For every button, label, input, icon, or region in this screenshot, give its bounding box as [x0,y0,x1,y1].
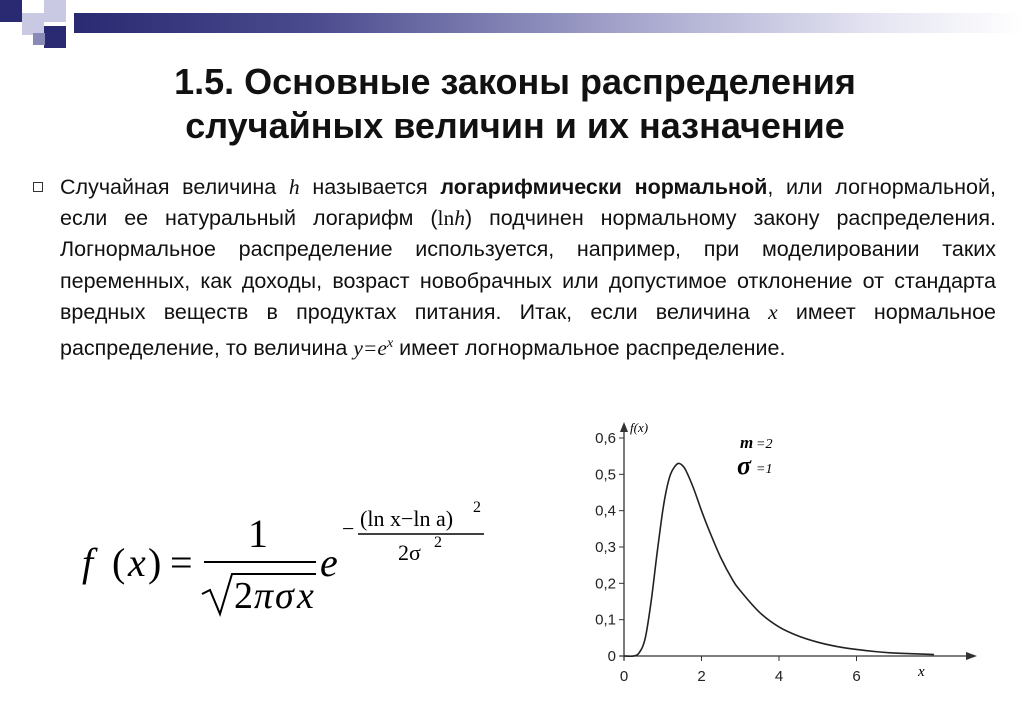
x-axis-label: x [918,664,925,680]
title-line-1: 1.5. Основные законы распределения [174,61,856,102]
exponent-numerator: (ln x−ln a) [360,506,454,531]
y-tick-label: 0,3 [595,539,616,556]
text: Случайная величина [60,175,289,199]
formula-den-x: x [297,575,314,617]
y-tick-label: 0,5 [595,466,616,484]
var-h: h [454,206,466,231]
header-square-2 [22,13,44,35]
title-line-2: случайных величин и их назначение [185,105,845,146]
formula-f: f [82,540,94,585]
param-m-symbol: m [740,433,754,452]
formula-rparen: ) [148,540,162,585]
y-tick-group [595,430,624,665]
y-tick-label: 0,2 [595,575,616,593]
term-bold: логарифмически нормальной [440,175,768,199]
y-tick-label: 0,6 [595,430,616,447]
exponent-minus: − [342,516,355,541]
bullet-square [33,182,43,192]
y-tick-label: 0 [607,648,616,665]
y-exponent: x [386,336,394,352]
formula-den-pi: π [254,575,274,617]
formula-lparen: ( [112,540,126,585]
formula-numerator: 1 [248,511,268,556]
exponent-numerator-power: 2 [473,499,481,516]
x-axis-arrow [966,652,977,660]
param-sigma-symbol: σ [737,451,752,480]
y-axis-label: f(x) [630,420,649,435]
formula-den-2: 2 [234,575,253,617]
x-tick-group [620,656,861,685]
chart-axes [620,422,977,660]
text: имеет логнормальное распределение. [393,336,786,361]
lognormal-density-chart [582,414,982,708]
formula-den-sigma: σ [275,575,294,617]
density-curve [624,463,934,656]
text: имеет нормальное распределение, то величина [60,299,996,361]
page-title [60,60,970,148]
text: ) подчинен нормальному закону распределения. Логнормальное распределение используется, например, при моделировании таких переменных, как доходы, возраст новобрачных или допустимое отклонение от стандарта вредных веществ в продуктах питания. Итак, если величина [60,206,996,324]
header-square-3 [44,0,66,22]
y-tick-label: 0,4 [595,502,616,520]
x-tick-label: 2 [697,668,706,685]
ln-symbol: ln [437,206,455,231]
x-tick-label: 0 [619,668,629,685]
header-gradient-bar [74,13,1024,33]
header-square-4 [44,26,66,48]
text: называется [299,175,441,199]
header-square-1 [0,0,22,22]
y-expression: y=e [353,336,387,361]
y-tick-label: 0,1 [595,611,616,629]
var-h: h [288,175,300,199]
param-sigma-value: =1 [756,462,773,477]
text: , или логнормальной, если ее натуральный логарифм ( [60,175,996,231]
lognormal-formula [80,490,500,630]
formula-x: x [128,540,146,585]
var-x: x [768,299,778,324]
body-paragraph [60,172,996,364]
exponent-denominator: 2σ [398,540,421,565]
x-tick-label: 6 [852,668,861,685]
param-m-value: =2 [756,437,773,452]
formula-equals: = [170,540,193,585]
formula-e: e [320,540,338,585]
header-square-5 [33,33,45,45]
exponent-denominator-power: 2 [434,534,442,551]
x-tick-label: 4 [774,668,784,685]
y-axis-arrow [620,422,628,432]
